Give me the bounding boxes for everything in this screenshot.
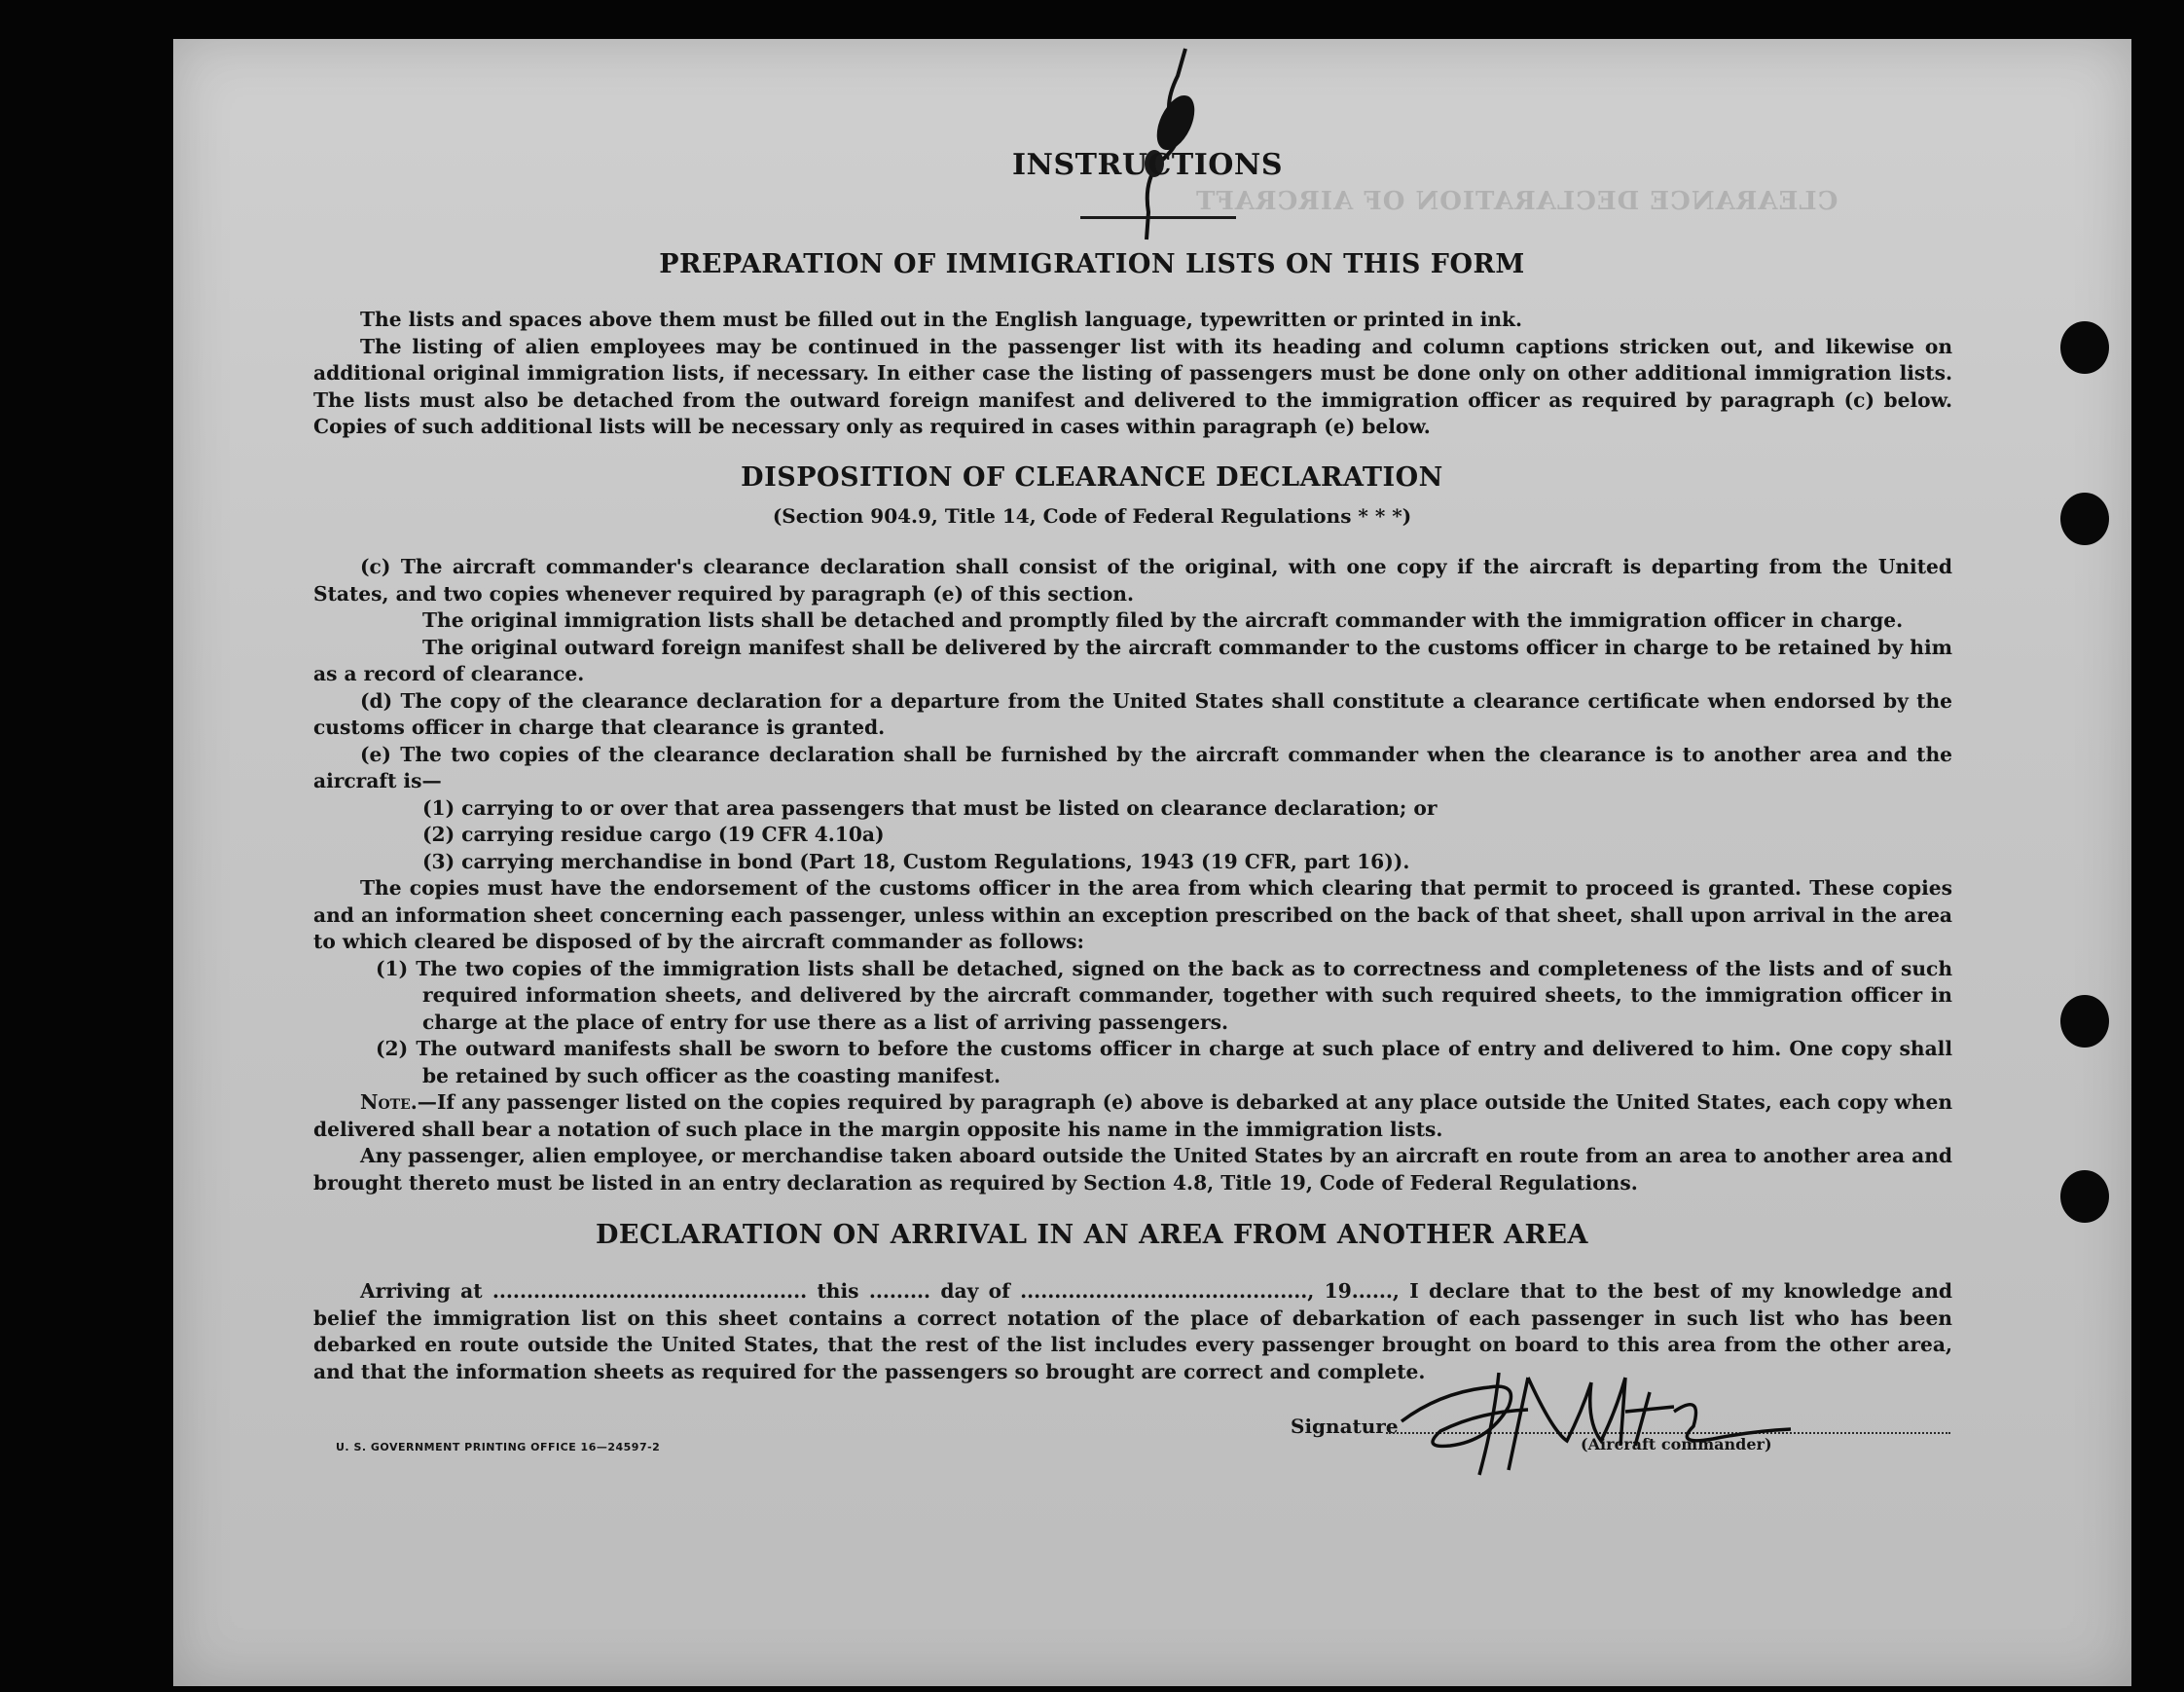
section-heading-disposition: DISPOSITION OF CLEARANCE DECLARATION [741,462,1443,493]
paragraph: The original outward foreign manifest shall be delivered by the aircraft commander to the customs officer in charge to be retained by him as a record of clearance. [313,635,1952,685]
paragraph-e: (e) The two copies of the clearance declaration shall be furnished by the aircraft commander when the clearance is to another area and the aircraft is— [313,742,1952,792]
section-heading-preparation: PREPARATION OF IMMIGRATION LISTS ON THIS FORM [659,249,1525,279]
note-paragraph [313,1089,1952,1143]
printer-imprint: U. S. GOVERNMENT PRINTING OFFICE 16—24597-2 [336,1441,661,1453]
paragraph: The original immigration lists shall be detached and promptly filed by the aircraft commander with the immigration officer in charge. [422,608,1904,632]
list-item: (2) carrying residue cargo (19 CFR 4.10a) [422,823,885,846]
title-underline [1080,216,1236,219]
handwritten-signature [1382,1353,1830,1480]
bleed-through-text: CLEARANCE DECLARATION OF AIRCRAFT [1195,187,1838,216]
section-subheading: (Section 904.9, Title 14, Code of Federal Regulations * * *) [772,504,1412,528]
preparation-text [313,307,1952,441]
signature-caption: (Aircraft commander) [1581,1435,1772,1453]
punch-hole [2060,995,2109,1048]
list-item: (1) carrying to or over that area passengers that must be listed on clearance declaration; or [422,795,1438,820]
paragraph: The listing of alien employees may be continued in the passenger list with its heading and column captions stricken out, and likewise on additional original immigration lists, if necessary. In either case the listing of passengers must be done only on other additional immigration lists. The lists must also be detached from the outward foreign manifest and delivered to the immigration officer as required by paragraph (c) below. Copies of such additional lists will be necessary only as required in cases within paragraph (e) below. [313,334,1952,438]
section-heading-declaration: DECLARATION ON ARRIVAL IN AN AREA FROM ANOTHER AREA [596,1220,1588,1250]
punch-hole [2060,1170,2109,1223]
ink-smudge [1119,47,1207,241]
list-item: (3) carrying merchandise in bond (Part 18, Custom Regulations, 1943 (19 CFR, part 16)). [422,849,1410,873]
signature-label: Signature [1291,1415,1399,1438]
disposition-text [313,554,1952,1196]
document-title: INSTRUCTIONS [1012,148,1283,182]
paragraph: The copies must have the endorsement of the customs officer in the area from which clearing that permit to proceed is granted. These copies and an information sheet concerning each passenger, unless within an exception prescribed on the back of that sheet, shall upon arrival in the area to which cleared be disposed of by the aircraft commander as follows: [313,876,1952,953]
note-label: Note. [360,1090,418,1114]
paragraph-c: (c) The aircraft commander's clearance declaration shall consist of the original, with one copy if the aircraft is departing from the United States, and two copies whenever required by paragraph (e) of this section. [313,555,1952,606]
paragraph: Arriving at .............................................. this ......... day of .........................................., 19......, I declare that to the best of my knowledge and belief the immigration list on this sheet contains a correct notation of the place of debarkation of each passenger in such list who has been debarked en route outside the United States, that the rest of the list includes every passenger brought on board to this area from the other area, and that the information sheets as required for the passengers so brought are correct and complete. [313,1279,1952,1383]
paragraph-d: (d) The copy of the clearance declaration for a departure from the United States shall constitute a clearance certificate when endorsed by the customs officer in charge that clearance is granted. [313,688,1952,739]
paragraph: The lists and spaces above them must be filled out in the English language, typewritten or printed in ink. [360,308,1523,331]
punch-hole [2060,321,2109,374]
note-text: —If any passenger listed on the copies required by paragraph (e) above is debarked at any place outside the United States, each copy when delivered shall bear a notation of such place in the margin opposite his name in the immigration lists. [313,1090,1952,1141]
list-item: (2) The outward manifests shall be sworn to before the customs officer in charge at such place of entry and delivered to him. One copy shall be retained by such officer as the coasting manifest. [376,1037,1952,1087]
list-item: (1) The two copies of the immigration lists shall be detached, signed on the back as to correctness and completeness of the lists and of such required information sheets, and delivered by the aircraft commander, together with such required sheets, to the immigration officer in charge at the place of entry for use there as a list of arriving passengers. [376,956,1952,1034]
paragraph: Any passenger, alien employee, or merchandise taken aboard outside the United States by an aircraft en route from an area to another area and brought thereto must be listed in an entry declaration as required by Section 4.8, Title 19, Code of Federal Regulations. [313,1144,1952,1195]
